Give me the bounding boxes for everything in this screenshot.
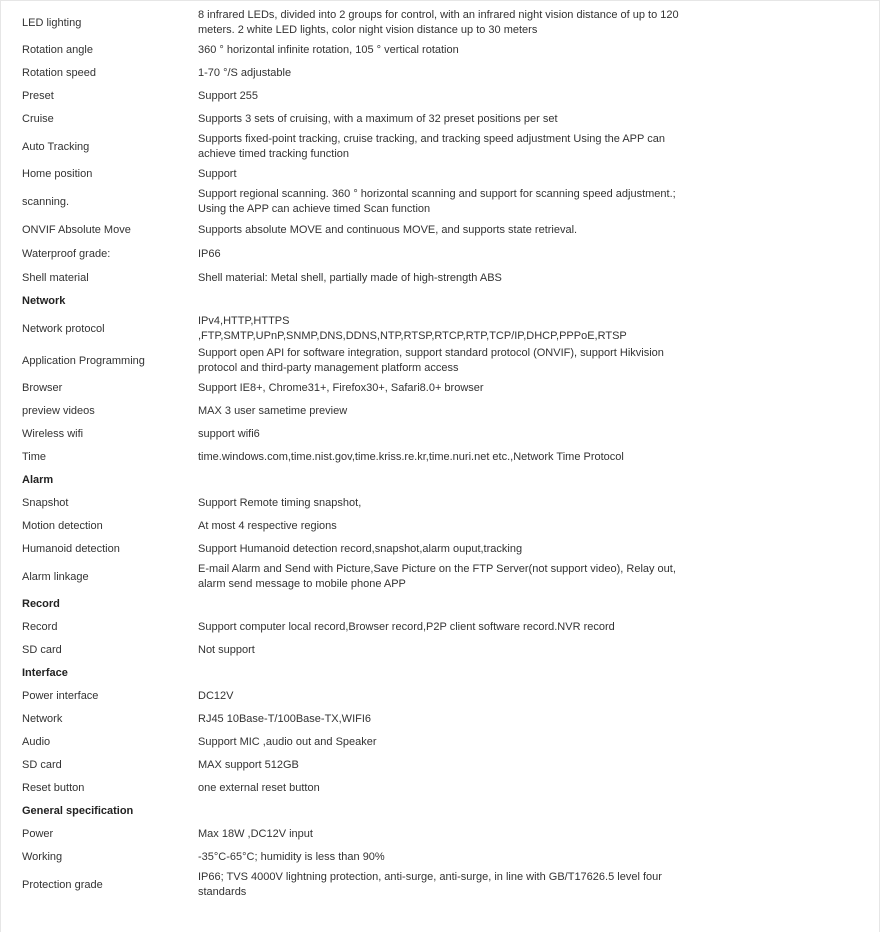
spec-value: Supports 3 sets of cruising, with a maximum of 32 preset positions per set [198, 113, 558, 125]
spec-label: Waterproof grade: [22, 248, 111, 261]
section-header-row [22, 290, 682, 313]
spec-value: Supports absolute MOVE and continuous MOVE, and supports state retrieval. [198, 223, 578, 236]
spec-row [22, 62, 682, 85]
spec-value: support wifi6 [198, 428, 260, 440]
spec-value: RJ45 10Base-T/100Base-TX,WIFI6 [198, 713, 372, 725]
spec-label: Auto Tracking [22, 140, 90, 153]
spec-label: Audio [22, 736, 51, 748]
spec-value: Support Humanoid detection record,snapshot,alarm ouput,tracking [198, 543, 523, 555]
spec-row [22, 131, 682, 163]
spec-label: Rotation speed [22, 67, 96, 79]
spec-value: Support regional scanning. 360 ° horizontal scanning and support for scanning speed adjustment.; Using the APP can achieve timed Scan function [198, 188, 679, 215]
spec-value: Support computer local record,Browser record,P2P client software record.NVR record [198, 621, 615, 633]
spec-value: IPv4,HTTP,HTTPS ,FTP,SMTP,UPnP,SNMP,DNS,DDNS,NTP,RTSP,RTCP,RTP,TCP/IP,DHCP,PPPoE,RTSP [198, 315, 627, 342]
spec-label: Humanoid detection [22, 543, 120, 555]
section-header-row [22, 593, 682, 616]
spec-row [22, 515, 682, 538]
spec-value: 360 ° horizontal infinite rotation, 105 ° vertical rotation [198, 44, 459, 56]
spec-row [22, 85, 682, 108]
spec-value: one external reset button [198, 782, 320, 794]
spec-label: Application Programming [22, 354, 145, 367]
spec-row [22, 345, 682, 377]
spec-table-body [22, 7, 682, 901]
spec-label: Motion detection [22, 520, 103, 532]
section-header-row [22, 469, 682, 492]
section-header-row [22, 662, 682, 685]
spec-label: Snapshot [22, 497, 69, 509]
spec-value: Support IE8+, Chrome31+, Firefox30+, Safari8.0+ browser [198, 382, 484, 394]
spec-row [22, 186, 682, 218]
spec-label: Power interface [22, 690, 99, 702]
spec-value: 1-70 °/S adjustable [198, 67, 292, 79]
spec-value: Max 18W ,DC12V input [198, 828, 313, 840]
spec-row [22, 846, 682, 869]
spec-label: Cruise [22, 113, 54, 125]
spec-row [22, 423, 682, 446]
spec-label: Working [22, 851, 63, 863]
spec-value: IP66 [198, 248, 221, 261]
spec-label: Alarm linkage [22, 570, 89, 583]
spec-row [22, 218, 682, 243]
spec-label: LED lighting [22, 16, 82, 29]
section-header-row [22, 800, 682, 823]
spec-label: Time [22, 451, 47, 463]
spec-row [22, 400, 682, 423]
spec-row [22, 754, 682, 777]
spec-value: -35°C-65°C; humidity is less than 90% [198, 851, 385, 863]
spec-row [22, 163, 682, 186]
spec-row [22, 685, 682, 708]
spec-label: Network [22, 713, 63, 725]
spec-label: SD card [22, 644, 62, 656]
section-title: Interface [22, 667, 68, 679]
spec-row [22, 446, 682, 469]
spec-label: Record [22, 621, 58, 633]
spec-value: Support Remote timing snapshot, [198, 497, 362, 509]
spec-row [22, 108, 682, 131]
spec-label: ONVIF Absolute Move [22, 223, 131, 236]
spec-label: SD card [22, 759, 62, 771]
spec-row [22, 492, 682, 515]
spec-value: DC12V [198, 690, 234, 702]
spec-value: Support 255 [198, 90, 258, 102]
spec-label: Power [22, 828, 54, 840]
spec-value: Shell material: Metal shell, partially made of high-strength ABS [198, 272, 502, 284]
spec-row [22, 313, 682, 345]
section-title: Network [22, 295, 66, 307]
spec-label: preview videos [22, 405, 95, 417]
spec-value: E-mail Alarm and Send with Picture,Save Picture on the FTP Server(not support video), Relay out, alarm send message to mobile phone APP [198, 563, 679, 590]
spec-value: Support open API for software integration, support standard protocol (ONVIF), support Hikvision protocol and third-party management platform access [198, 347, 667, 374]
spec-label: Wireless wifi [22, 428, 84, 440]
spec-row [22, 243, 682, 268]
spec-value: MAX support 512GB [198, 759, 299, 771]
spec-label: Home position [22, 168, 93, 180]
spec-row [22, 823, 682, 846]
spec-value: Supports fixed-point tracking, cruise tracking, and tracking speed adjustment Using the APP can achieve timed tracking function [198, 133, 669, 160]
spec-label: Preset [22, 90, 54, 102]
section-title: Alarm [22, 474, 54, 486]
spec-value: 8 infrared LEDs, divided into 2 groups for control, with an infrared night vision distance of up to 120 meters. 2 white LED lights, color night vision distance up to 30 meters [198, 9, 682, 36]
spec-label: Shell material [22, 272, 89, 284]
spec-value: Support MIC ,audio out and Speaker [198, 736, 377, 748]
spec-row [22, 267, 682, 290]
spec-row [22, 708, 682, 731]
spec-value: time.windows.com,time.nist.gov,time.kriss.re.kr,time.nuri.net etc.,Network Time Protocol [198, 451, 624, 463]
spec-label: Network protocol [22, 322, 105, 335]
section-title: Record [22, 598, 60, 610]
spec-row [22, 777, 682, 800]
spec-row [22, 639, 682, 662]
spec-label: scanning. [22, 195, 70, 208]
spec-value: Not support [198, 644, 255, 656]
spec-label: Browser [22, 382, 63, 394]
section-title: General specification [22, 805, 134, 817]
spec-row [22, 869, 682, 901]
spec-label: Protection grade [22, 878, 103, 891]
spec-row [22, 561, 682, 593]
spec-row [22, 39, 682, 62]
spec-row [22, 731, 682, 754]
spec-value: At most 4 respective regions [198, 520, 337, 532]
spec-value: MAX 3 user sametime preview [198, 405, 348, 417]
spec-label: Reset button [22, 782, 85, 794]
spec-value: IP66; TVS 4000V lightning protection, anti-surge, anti-surge, in line with GB/T17626.5 level four standards [198, 871, 665, 898]
spec-label: Rotation angle [22, 44, 93, 56]
spec-value: Support [198, 168, 237, 180]
spec-row [22, 616, 682, 639]
spec-table [22, 7, 682, 901]
spec-row [22, 538, 682, 561]
spec-row [22, 377, 682, 400]
spec-row [22, 7, 682, 39]
